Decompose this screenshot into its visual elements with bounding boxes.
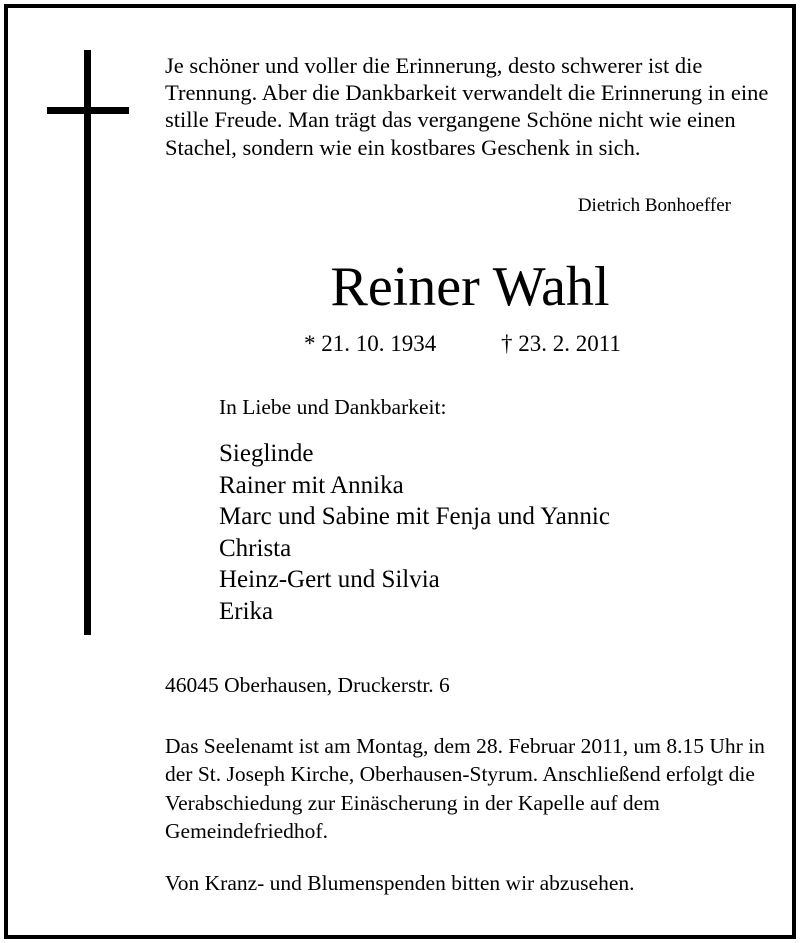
deceased-name: Reiner Wahl xyxy=(330,256,610,318)
cross-icon-vertical-bar xyxy=(84,50,91,635)
service-details: Das Seelenamt ist am Montag, dem 28. Februar 2011, um 8.15 Uhr in der St. Joseph Kirche, Oberhausen-Styrum. Anschließend erfolgt die Verabschiedung zur Einäscherung in der Kapelle auf dem Gemeindefriedhof. xyxy=(165,734,765,843)
flowers-request: Von Kranz- und Blumenspenden bitten wir abzusehen. xyxy=(165,871,635,895)
mourner-name: Christa xyxy=(219,534,292,562)
mourners-list xyxy=(219,438,610,628)
obituary-frame xyxy=(4,4,796,939)
mourner-name: Sieglinde xyxy=(219,440,314,467)
cross-icon-horizontal-bar xyxy=(47,107,129,114)
quote-text: Je schöner und voller die Erinnerung, desto schwerer ist die Trennung. Aber die Dankbarkeit verwandelt die Erinnerung in eine stille Freude. Man trägt das vergangene Schöne nicht wie einen Stachel, sondern wie ein kostbares Geschenk in sich. xyxy=(165,53,769,160)
mourner-name: Erika xyxy=(219,597,274,625)
birth-date: * 21. 10. 1934 xyxy=(304,331,437,356)
death-date: † 23. 2. 2011 xyxy=(501,331,621,356)
dedication-line: In Liebe und Dankbarkeit: xyxy=(219,395,447,419)
family-address: 46045 Oberhausen, Druckerstr. 6 xyxy=(165,673,450,697)
mourner-name: Marc und Sabine mit Fenja und Yannic xyxy=(219,503,610,531)
quote-author: Dietrich Bonhoeffer xyxy=(577,195,731,216)
mourner-name: Heinz-Gert und Silvia xyxy=(219,566,440,594)
mourner-name: Rainer mit Annika xyxy=(219,471,404,499)
